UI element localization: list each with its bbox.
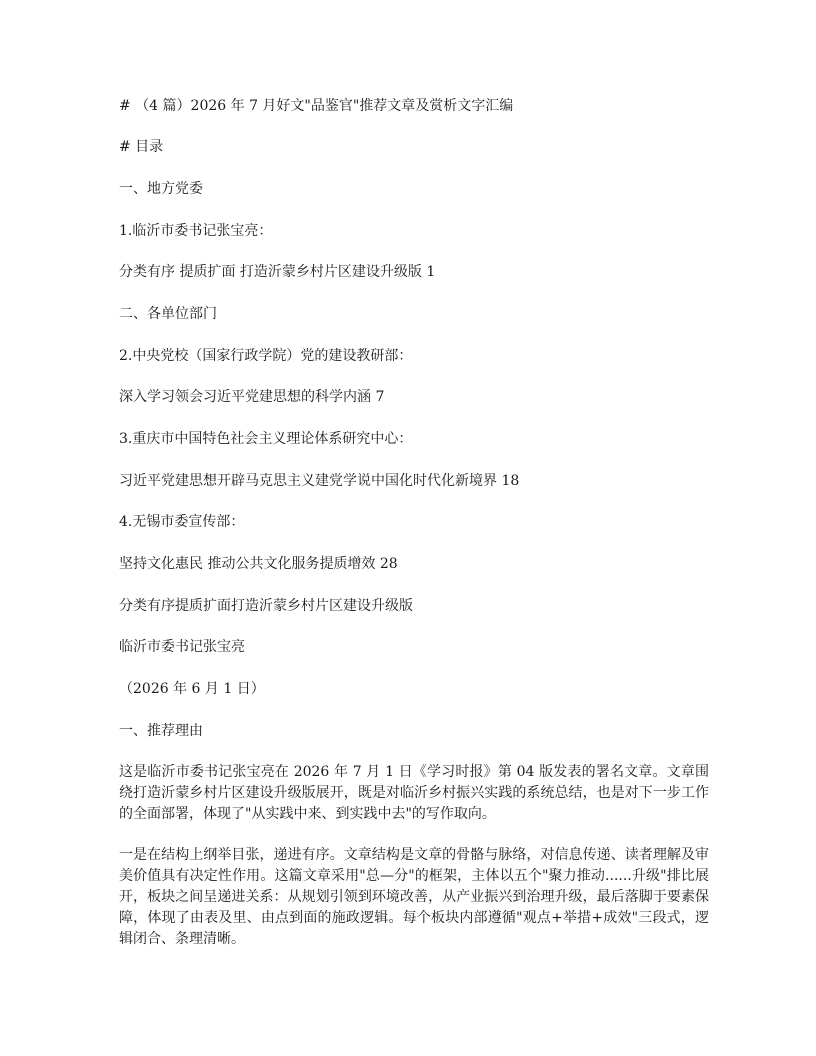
toc-entry-author: 2.中央党校（国家行政学院）党的建设教研部： <box>119 348 413 364</box>
toc-heading: # 目录 <box>119 139 164 155</box>
toc-entry-title: 坚持文化惠民 推动公共文化服务提质增效 28 <box>119 556 398 572</box>
toc-entry-title: 习近平党建思想开辟马克思主义建党学说中国化时代化新境界 18 <box>119 473 520 489</box>
toc-entry-author: 1.临沂市委书记张宝亮： <box>119 223 273 239</box>
body-paragraph: 这是临沂市委书记张宝亮在 2026 年 7 月 1 日《学习时报》第 04 版发表的署名文章。文章围绕打造沂蒙乡村片区建设升级版展开，既是对临沂乡村振兴实践的系统总结，也是对下一步工作的全面部署，体现了"从实践中来、到实践中去"的写作取向。 <box>119 764 709 822</box>
toc-entry-author: 3.重庆市中国特色社会主义理论体系研究中心： <box>119 431 413 447</box>
section-heading: 一、推荐理由 <box>119 723 203 739</box>
toc-entry-author: 4.无锡市委宣传部： <box>119 514 245 530</box>
document-title: # （4 篇）2026 年 7 月好文"品鉴官"推荐文章及赏析文字汇编 <box>119 98 514 114</box>
toc-section-heading: 一、地方党委 <box>119 181 203 197</box>
article-author: 临沂市委书记张宝亮 <box>119 639 245 655</box>
article-title: 分类有序提质扩面打造沂蒙乡村片区建设升级版 <box>119 598 413 614</box>
body-paragraph: 一是在结构上纲举目张，递进有序。文章结构是文章的骨骼与脉络，对信息传递、读者理解及审美价值具有决定性作用。这篇文章采用"总—分"的框架，主体以五个"聚力推动......升级"排比展开，板块之间呈递进关系：从规划引领到环境改善，从产业振兴到治理升级，最后落脚于要素保障，体现了由表及里、由点到面的施政逻辑。每个板块内部遵循"观点+举措+成效"三段式，逻辑闭合、条理清晰。 <box>119 847 709 947</box>
toc-section-heading: 二、各单位部门 <box>119 306 217 322</box>
toc-entry-title: 深入学习领会习近平党建思想的科学内涵 7 <box>119 389 385 405</box>
toc-entry-title: 分类有序 提质扩面 打造沂蒙乡村片区建设升级版 1 <box>119 264 436 280</box>
article-date: （2026 年 6 月 1 日） <box>119 681 265 697</box>
